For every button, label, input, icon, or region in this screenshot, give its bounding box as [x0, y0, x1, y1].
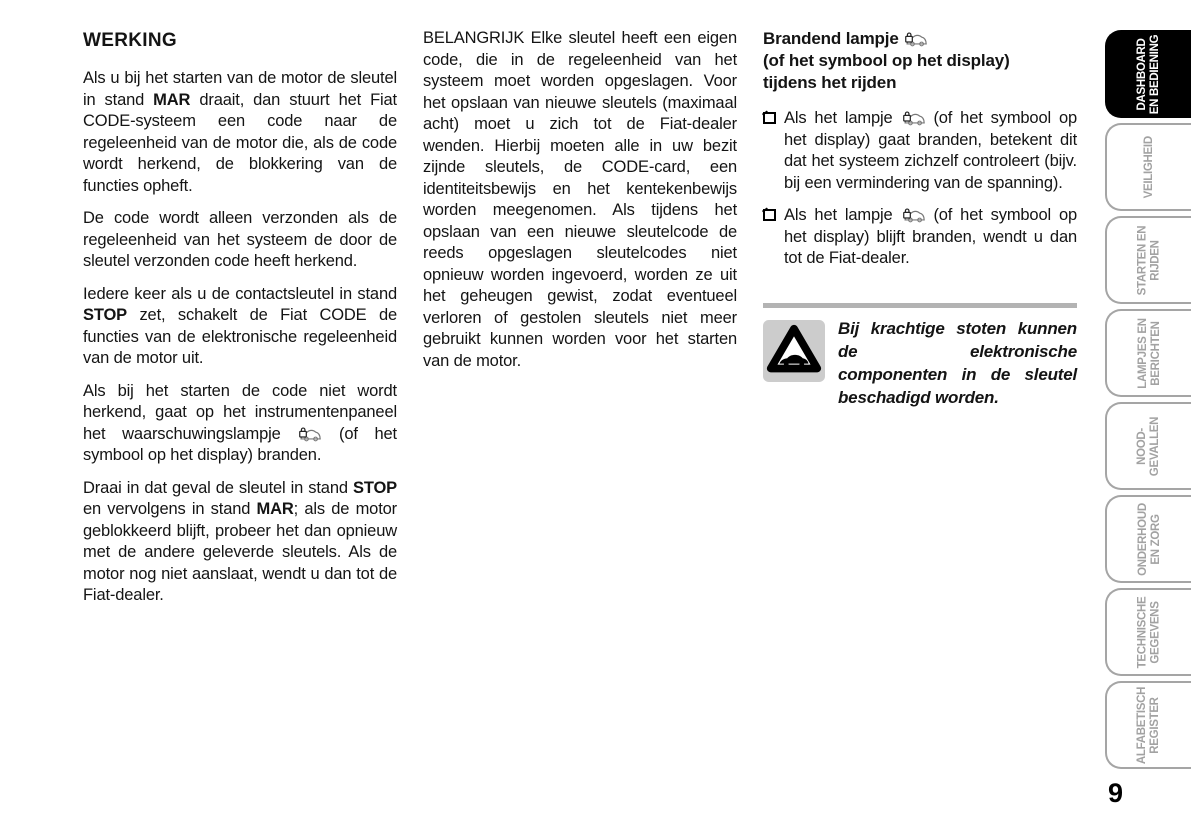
list-item — [763, 108, 1077, 194]
code-key-icon — [902, 110, 925, 126]
paragraph: Als bij het starten de code niet wordt herkend, gaat op het instrumentenpaneel het waarschuwingslampje (of het symbool op het display) branden. — [83, 381, 397, 464]
tab-label: STARTEN EN RIJDEN — [1136, 225, 1161, 295]
bullet-text: Als het lampje (of het symbool op het display) gaat branden, betekent dit dat het systeem zichzelf controleert (bijv. bij een vermindering van de spanning). — [784, 109, 1077, 192]
sidebar-tab-noodgevallen[interactable] — [1105, 402, 1191, 490]
list-item — [763, 205, 1077, 270]
warning-text: Bij krachtige stoten kunnen de elektronische componenten in de sleutel beschadigd worden. — [838, 319, 1077, 407]
column-belangrijk — [423, 28, 737, 383]
tab-label: DASHBOARD EN BEDIENING — [1136, 34, 1161, 114]
code-key-icon — [902, 207, 925, 223]
bullet-square-icon — [763, 112, 776, 124]
paragraph: De code wordt alleen verzonden als de regeleenheid van het systeem de door de sleutel verzonden code heeft herkend. — [83, 209, 397, 270]
column-brandend-lampje — [763, 28, 1077, 281]
column-werking — [83, 28, 397, 618]
section-heading: WERKING — [83, 30, 177, 51]
page-number: 9 — [1108, 778, 1124, 808]
tab-label: LAMPJES EN BERICHTEN — [1136, 317, 1161, 389]
sidebar-tab-technische-gegevens[interactable] — [1105, 588, 1191, 676]
car-warning-triangle-icon — [763, 320, 825, 382]
code-key-icon — [904, 31, 927, 47]
sidebar-tab-onderhoud-en-zorg[interactable] — [1105, 495, 1191, 583]
code-key-icon — [298, 426, 321, 442]
bullet-square-icon — [763, 209, 776, 221]
tab-label: TECHNISCHE GEGEVENS — [1136, 596, 1161, 668]
bullet-text: Als het lampje (of het symbool op het display) blijft branden, wendt u dan tot de Fiat-dealer. — [784, 206, 1077, 267]
tab-label: VEILIGHEID — [1142, 135, 1155, 199]
paragraph: Als u bij het starten van de motor de sleutel in stand MAR draait, dan stuurt het Fiat CODE-systeem een code naar de regeleenheid van de motor die, als de code wordt herkend, de blokkering van de functies opheft. — [83, 69, 397, 195]
sidebar-tab-dashboard-en-bediening[interactable] — [1105, 30, 1191, 118]
sidebar-tab-alfabetisch-register[interactable] — [1105, 681, 1191, 769]
paragraph: Iedere keer als u de contactsleutel in stand STOP zet, schakelt de Fiat CODE de functies van de elektronische regeleenheid van de motor uit. — [83, 284, 397, 367]
divider — [763, 303, 1077, 308]
tab-label: ALFABETISCH REGISTER — [1136, 686, 1161, 764]
sidebar-tab-starten-en-rijden[interactable] — [1105, 216, 1191, 304]
tab-label: ONDERHOUD EN ZORG — [1136, 502, 1161, 576]
sidebar-tab-veiligheid[interactable] — [1105, 123, 1191, 211]
subsection-heading: Brandend lampje (of het symbool op het display) tijdens het rijden — [763, 29, 1010, 92]
warning-box — [763, 303, 1077, 409]
sidebar-tab-lampjes-en-berichten[interactable] — [1105, 309, 1191, 397]
tab-label: NOOD- GEVALLEN — [1136, 416, 1161, 476]
paragraph: Draai in dat geval de sleutel in stand STOP en vervolgens in stand MAR; als de motor geblokkeerd blijft, probeer het dan opnieuw met de andere geleverde sleutels. Als de motor nog niet aanslaat, wendt u dan tot de Fiat-dealer. — [83, 478, 397, 604]
paragraph: BELANGRIJK Elke sleutel heeft een eigen code, die in de regeleenheid van het systeem moet worden opgeslagen. Voor het opslaan van nieuwe sleutels (maximaal acht) moet u zich tot de Fiat-dealer wenden. Hierbij moeten alle in uw bezit zijnde sleutels, de CODE-card, een identiteitsbewijs en het kentekenbewijs worden meegenomen. Als tijdens het opslaan van een nieuwe sleutelcode de reeds opgeslagen sleutelcodes niet opnieuw worden ingevoerd, worden ze uit het geheugen gewist, zodat eventueel verloren of gestolen sleutels niet meer gebruikt kunnen worden voor het starten van de motor. — [423, 29, 737, 370]
